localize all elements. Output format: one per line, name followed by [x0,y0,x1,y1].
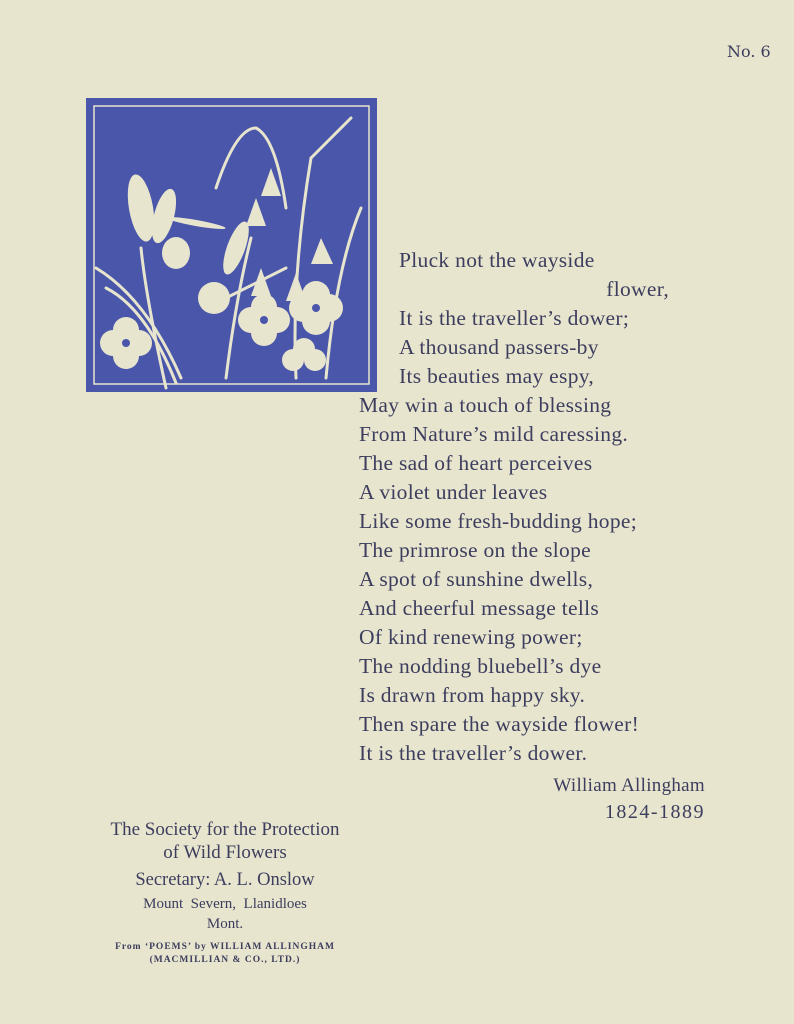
publisher-credit: (MACMILLIAN & CO., LTD.) [149,955,301,965]
society-secretary: Secretary: A. L. Onslow [135,870,315,890]
society-address-county: Mont. [206,916,244,932]
poem-line: The primrose on the slope [359,538,592,562]
poem-line: Then spare the wayside flower! [359,712,640,736]
poem-line: Is drawn from happy sky. [359,683,586,707]
poem-line: flower, [606,277,669,301]
society-address: Mount Severn, Llanidloes [143,896,307,912]
poem-line: Its beauties may espy, [399,364,595,388]
poem-dates: 1824-1889 [604,801,705,823]
poem-line: Like some fresh-budding hope; [359,509,637,533]
society-name: The Society for the Protection [110,819,340,840]
poem-line: From Nature’s mild caressing. [359,422,629,446]
society-credit [60,818,390,967]
poem-line: It is the traveller’s dower. [359,741,588,765]
poem-line: Of kind renewing power; [359,625,583,649]
wildflower-woodcut [86,98,377,392]
poem-line: A violet under leaves [359,480,548,504]
poem-line: A thousand passers-by [399,335,599,359]
source-credit: From ‘POEMS’ by WILLIAM ALLINGHAM [115,942,335,952]
poem-author: William Allingham [553,775,705,796]
poem-line: May win a touch of blessing [359,393,612,417]
poem-line: It is the traveller’s dower; [399,306,630,330]
poem-line: Pluck not the wayside [399,248,595,272]
poem-line: The sad of heart perceives [359,451,593,475]
poem-line: A spot of sunshine dwells, [359,567,594,591]
card-number: No. 6 [727,42,771,61]
poem-line: The nodding bluebell’s dye [359,654,602,678]
society-name-cont: of Wild Flowers [163,842,287,863]
poem-line: And cheerful message tells [359,596,600,620]
